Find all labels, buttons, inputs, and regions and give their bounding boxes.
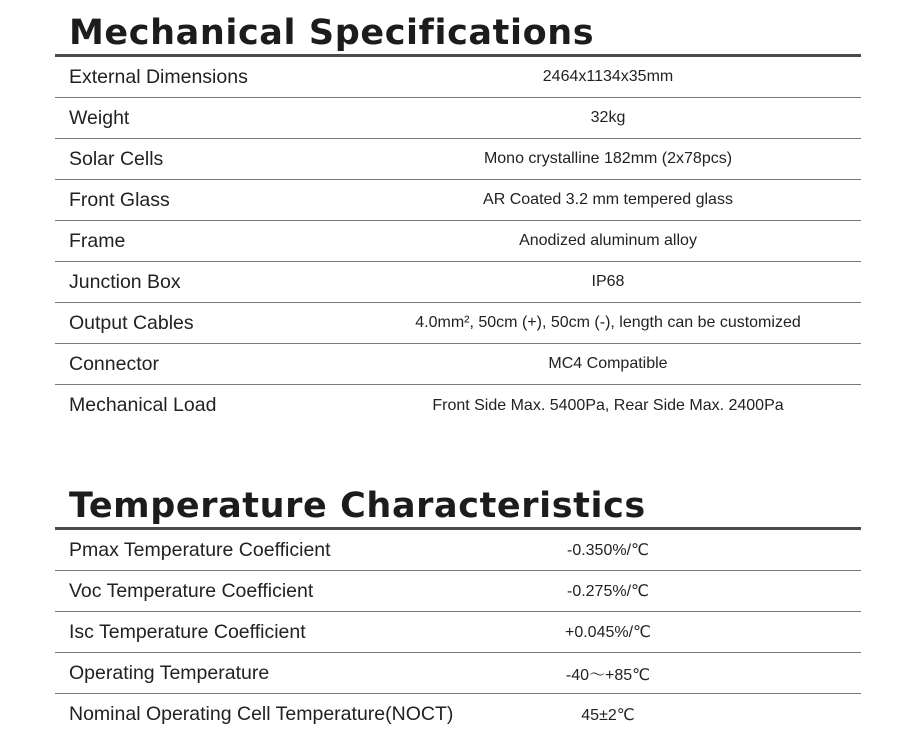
table-row: [55, 530, 861, 571]
table-row: [55, 653, 861, 694]
row-value: -0.350%/℃: [566, 542, 649, 559]
table-row: [55, 344, 861, 385]
temperature-characteristics-table: [55, 530, 861, 735]
row-label: Frame: [69, 229, 126, 252]
table-row: [55, 385, 861, 426]
row-value: 2464x1134x35mm: [542, 68, 674, 85]
mechanical-specifications-title: Mechanical Specifications: [69, 13, 595, 53]
temperature-characteristics-title: Temperature Characteristics: [69, 486, 646, 526]
row-value: -40～+85℃: [565, 666, 651, 684]
temperature-characteristics-section: [55, 485, 861, 735]
row-label: Junction Box: [69, 270, 181, 293]
row-value: MC4 Compatible: [548, 355, 668, 372]
row-value: AR Coated 3.2 mm tempered glass: [483, 191, 733, 208]
table-row: [55, 221, 861, 262]
row-label: Solar Cells: [69, 147, 164, 170]
row-label: Operating Temperature: [69, 661, 270, 684]
table-row: [55, 98, 861, 139]
row-value: 4.0mm², 50cm (+), 50cm (-), length can be customized: [415, 314, 801, 331]
mechanical-specifications-table: [55, 57, 861, 426]
row-label: External Dimensions: [69, 65, 248, 88]
row-label: Mechanical Load: [69, 394, 217, 416]
row-label: Nominal Operating Cell Temperature(NOCT): [69, 703, 454, 725]
row-value: 45±2℃: [581, 706, 635, 724]
row-value: +0.045%/℃: [564, 624, 652, 641]
table-row: [55, 262, 861, 303]
table-row: [55, 180, 861, 221]
row-value: IP68: [591, 273, 625, 290]
row-label: Connector: [69, 352, 159, 375]
row-label: Isc Temperature Coefficient: [69, 620, 306, 643]
row-value: -0.275%/℃: [566, 583, 649, 600]
row-value: 32kg: [590, 109, 626, 126]
table-row: [55, 612, 861, 653]
row-value: Front Side Max. 5400Pa, Rear Side Max. 2400Pa: [432, 396, 784, 414]
table-row: [55, 694, 861, 735]
row-label: Voc Temperature Coefficient: [69, 579, 314, 602]
table-row: [55, 571, 861, 612]
mechanical-specifications-section: [55, 12, 861, 426]
table-row: [55, 57, 861, 98]
row-label: Output Cables: [69, 311, 194, 334]
row-value: Mono crystalline 182mm (2x78pcs): [483, 150, 733, 167]
row-label: Weight: [69, 106, 130, 129]
row-value: Anodized aluminum alloy: [519, 232, 697, 249]
table-row: [55, 303, 861, 344]
row-label: Front Glass: [69, 188, 170, 211]
table-row: [55, 139, 861, 180]
row-label: Pmax Temperature Coefficient: [69, 538, 331, 561]
